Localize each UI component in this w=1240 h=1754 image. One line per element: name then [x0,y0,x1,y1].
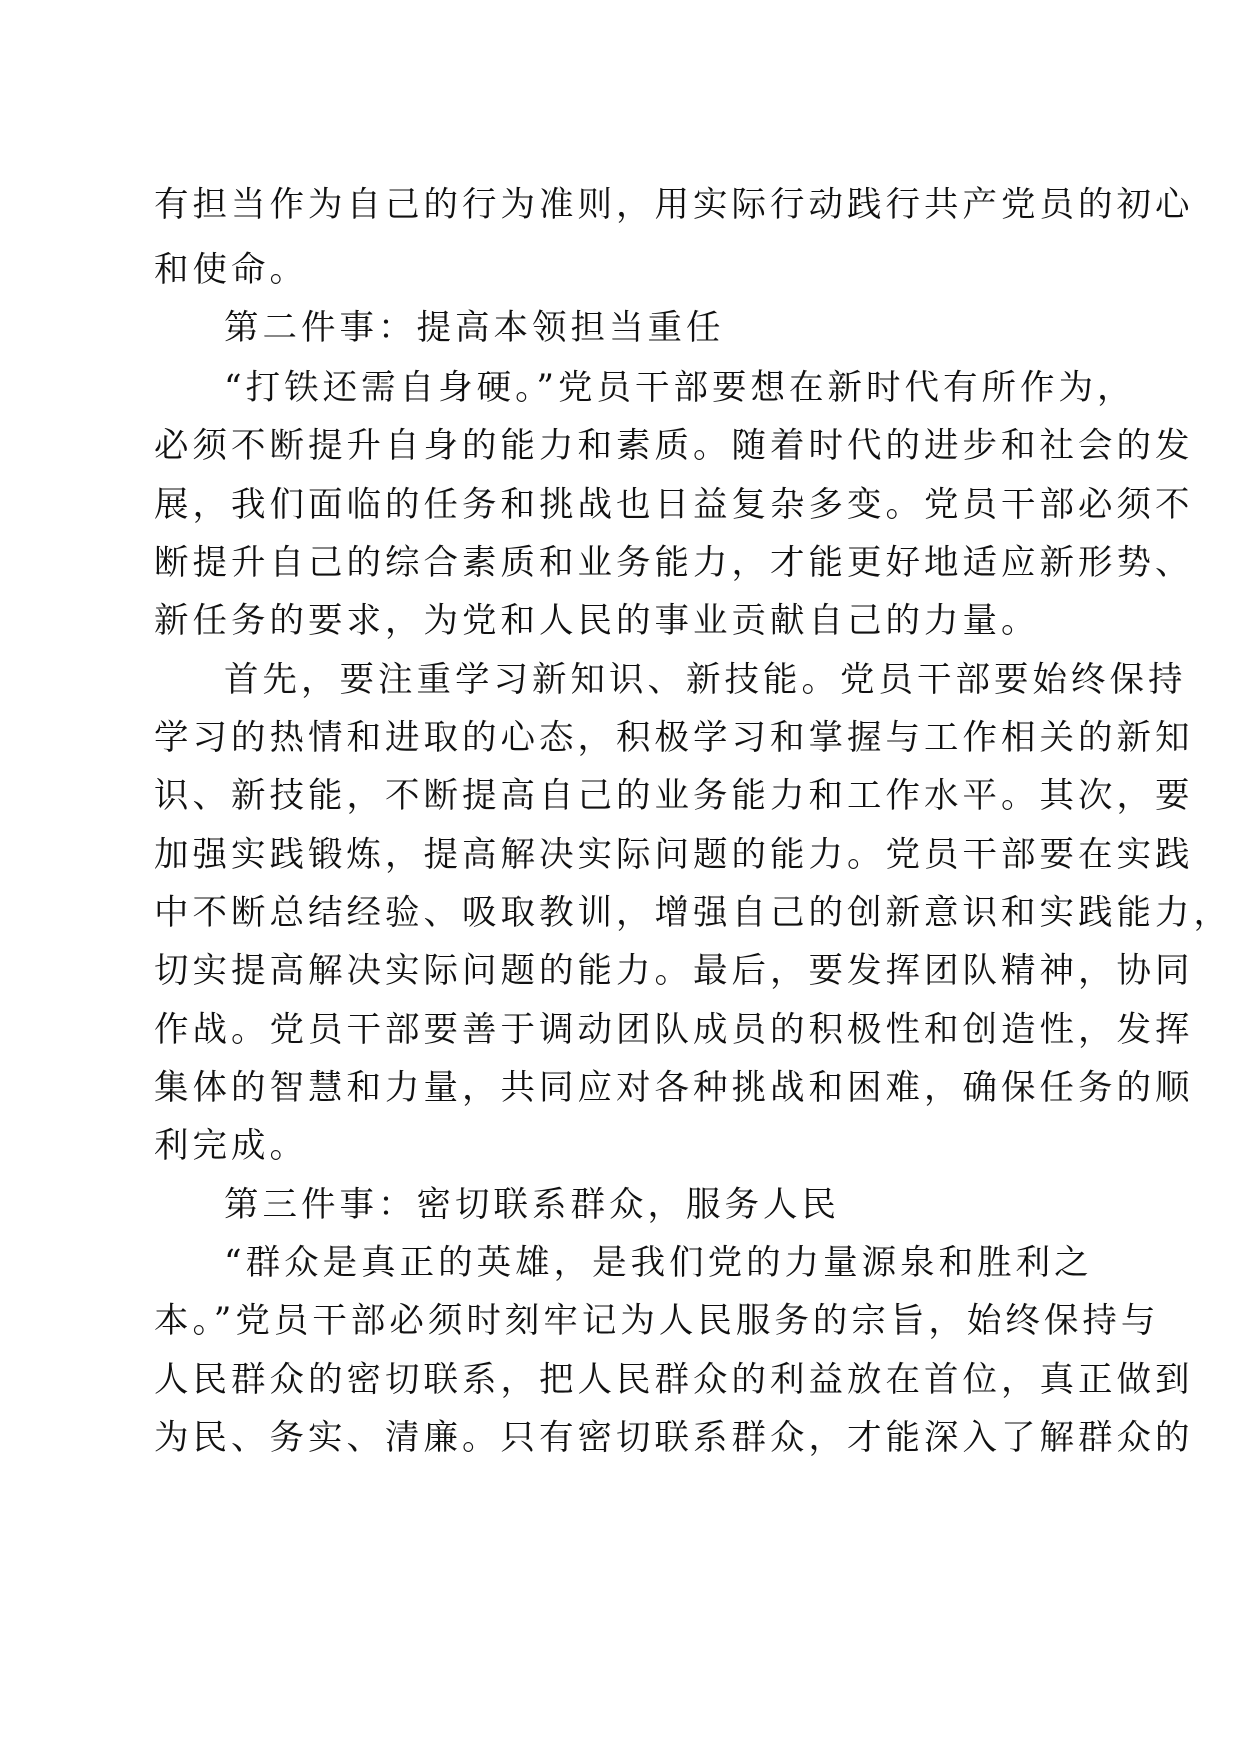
text-line: 展，我们面临的任务和挑战也日益复杂多变。党员干部必须不 [154,485,1194,525]
text-line: 断提升自己的综合素质和业务能力，才能更好地适应新形势、 [154,543,1194,583]
text-line: 加强实践锻炼，提高解决实际问题的能力。党员干部要在实践 [154,835,1194,875]
paragraph-start: 首先，要注重学习新知识、新技能。党员干部要始终保持 [224,660,1187,700]
text-line: 人民群众的密切联系，把人民群众的利益放在首位，真正做到 [154,1360,1194,1400]
text-line: 集体的智慧和力量，共同应对各种挑战和困难，确保任务的顺 [154,1068,1194,1108]
text-line: 利完成。 [154,1126,308,1166]
text-line: 必须不断提升自身的能力和素质。随着时代的进步和社会的发 [154,426,1194,466]
text-line: 本。”党员干部必须时刻牢记为人民服务的宗旨，始终保持与 [154,1301,1160,1341]
quote-line: “群众是真正的英雄，是我们党的力量源泉和胜利之 [224,1243,1093,1283]
section-heading-3: 第三件事：密切联系群众，服务人民 [224,1185,840,1225]
section-heading-2: 第二件事：提高本领担当重任 [224,308,725,348]
text-line: 有担当作为自己的行为准则，用实际行动践行共产党员的初心 [154,185,1194,225]
text-line: 中不断总结经验、吸取教训，增强自己的创新意识和实践能力， [154,893,1232,933]
text-line: 为民、务实、清廉。只有密切联系群众，才能深入了解群众的 [154,1418,1194,1458]
quote-line: “打铁还需自身硬。”党员干部要想在新时代有所作为， [224,368,1136,408]
text-line: 和使命。 [154,250,308,290]
text-line: 新任务的要求，为党和人民的事业贡献自己的力量。 [154,601,1040,641]
text-line: 作战。党员干部要善于调动团队成员的积极性和创造性，发挥 [154,1010,1194,1050]
text-line: 学习的热情和进取的心态，积极学习和掌握与工作相关的新知 [154,718,1194,758]
text-line: 识、新技能，不断提高自己的业务能力和工作水平。其次，要 [154,776,1194,816]
text-line: 切实提高解决实际问题的能力。最后，要发挥团队精神，协同 [154,951,1194,991]
